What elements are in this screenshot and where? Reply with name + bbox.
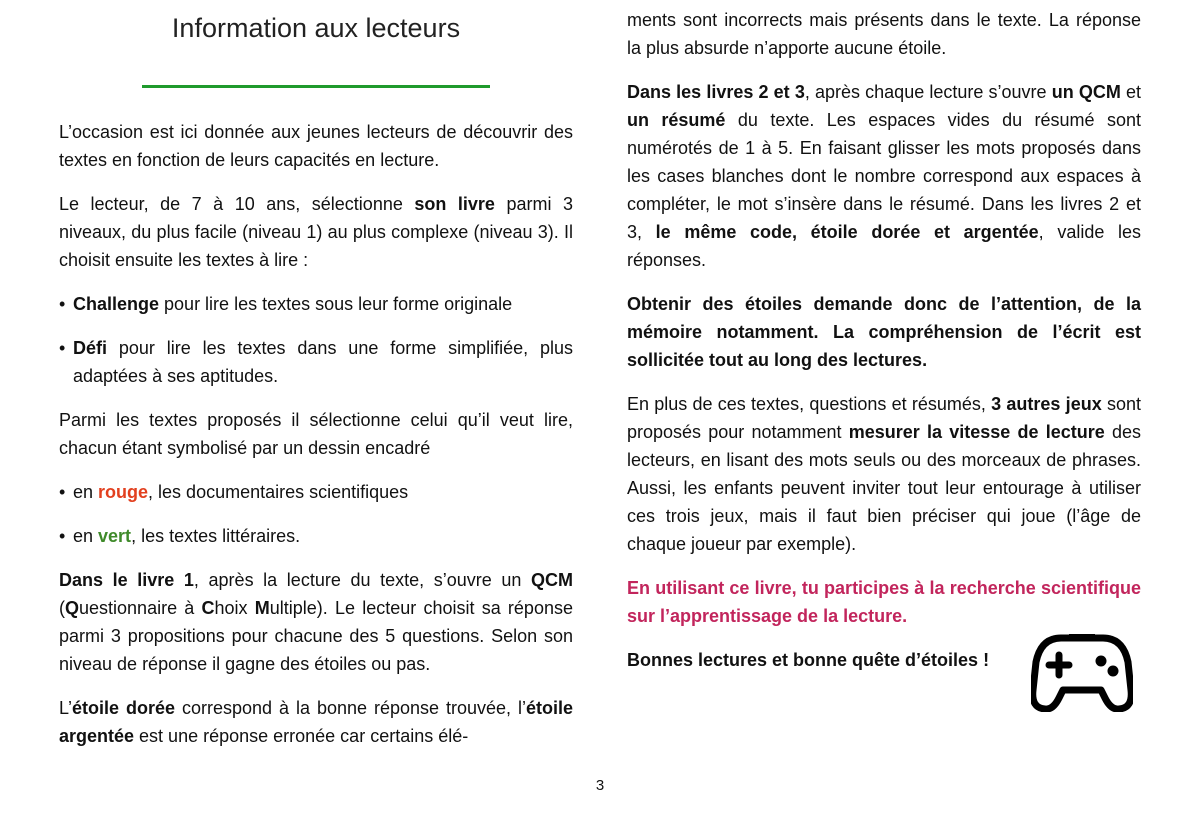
- closing-line: Bonnes lectures et bonne quête d’étoiles !: [627, 650, 990, 670]
- left-column: [59, 118, 573, 766]
- list-item-vert: • en vert, les textes littéraires.: [59, 522, 573, 550]
- list-item-rouge: • en rouge, les documentaires scientifiques: [59, 478, 573, 506]
- games-paragraph: En plus de ces textes, questions et résumés, 3 autres jeux sont proposés pour notamment mesurer la vitesse de lecture des lecteurs, en lisant des mots seuls ou des morceaux de phrases. Aussi, les enfants peuvent inviter tout leur entourage à utiliser ces trois jeux, mais il faut bien préciser qui joue (l’âge de chaque joueur par exemple).: [627, 394, 1142, 554]
- bullet-icon: •: [59, 482, 66, 502]
- bullet-icon: •: [59, 294, 66, 314]
- texts-paragraph: Parmi les textes proposés il sélectionne celui qu’il veut lire, chacun étant symbolisé par un dessin encadré: [59, 410, 573, 458]
- continuation-paragraph: ments sont incorrects mais présents dans le texte. La réponse la plus absurde n’apporte aucune étoile.: [627, 10, 1141, 58]
- gamepad-icon: [1031, 632, 1133, 712]
- title-underline: [142, 85, 490, 88]
- list-item-challenge: • Challenge pour lire les textes sous leur forme originale: [59, 290, 573, 318]
- page-number: 3: [595, 777, 605, 794]
- research-paragraph: En utilisant ce livre, tu participes à la recherche scientifique sur l’apprentissage de la lecture.: [627, 578, 1141, 626]
- intro-paragraph: L’occasion est ici donnée aux jeunes lecteurs de découvrir des textes en fonction de leurs capacités en lecture.: [59, 122, 573, 170]
- reader-paragraph: Le lecteur, de 7 à 10 ans, sélectionne son livre parmi 3 niveaux, du plus facile (niveau 1) au plus complexe (niveau 3). Il choisit ensuite les textes à lire :: [59, 194, 573, 270]
- stars-paragraph: L’étoile dorée correspond à la bonne réponse trouvée, l’étoile argentée est une réponse erronée car certains élé-: [59, 698, 574, 746]
- bullet-icon: •: [59, 526, 66, 546]
- bullet-icon: •: [59, 338, 66, 358]
- livre1-paragraph: Dans le livre 1, après la lecture du texte, s’ouvre un QCM (Questionnaire à Choix Multiple). Le lecteur choisit sa réponse parmi 3 propositions pour chacune des 5 questions. Selon son niveau de réponse il gagne des étoiles ou pas.: [59, 570, 573, 674]
- page-title: Information aux lecteurs: [171, 13, 461, 43]
- livres23-paragraph: Dans les livres 2 et 3, après chaque lecture s’ouvre un QCM et un résumé du texte. Les espaces vides du résumé sont numérotés de 1 à 5. En faisant glisser les mots proposés dans les cases blanches dont le nombre correspond aux espaces à compléter, le mot s’insère dans le résumé. Dans les livres 2 et 3, le même code, étoile dorée et argentée, valide les réponses.: [627, 82, 1142, 270]
- list-item-defi: • Défi pour lire les textes dans une forme simplifiée, plus adaptées à ses aptitudes.: [59, 334, 573, 390]
- right-column: [627, 6, 1141, 690]
- attention-paragraph: Obtenir des étoiles demande donc de l’attention, de la mémoire notamment. La compréhension de l’écrit est sollicitée tout au long des lectures.: [627, 294, 1141, 370]
